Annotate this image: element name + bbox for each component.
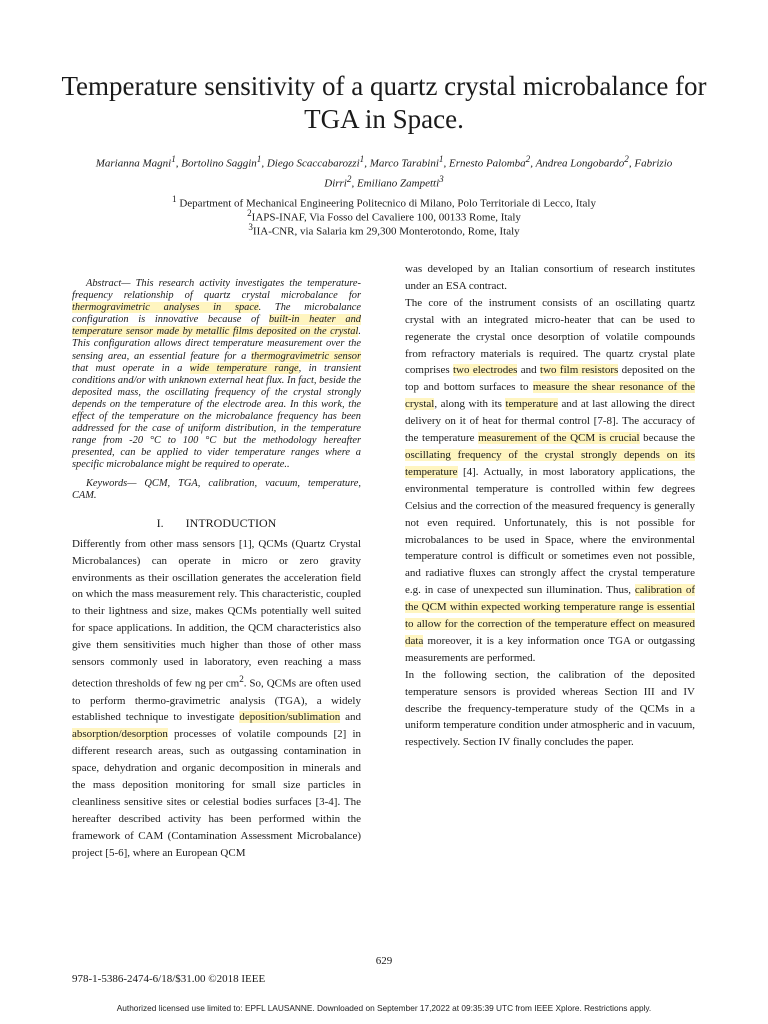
keywords: Keywords— QCM, TGA, calibration, vacuum, temperature, CAM.: [72, 477, 361, 501]
isbn-copyright: 978-1-5386-2474-6/18/$31.00 ©2018 IEEE: [72, 973, 266, 985]
highlighted-text: thermogravimetric analyses in space: [72, 302, 259, 314]
author-affiliation-marker: 3: [439, 173, 444, 184]
author-name: Diego Scaccabarozzi: [266, 157, 360, 170]
body-paragraph: [405, 261, 695, 295]
abstract-body: [72, 278, 361, 470]
page-number: 629: [375, 955, 393, 967]
author-affiliation-marker: 2: [624, 154, 629, 164]
affiliation-3: $^3$IIA-CNR, via Salaria km 29,300 Monterotondo, Rome, Italy: [248, 222, 520, 238]
highlighted-text: oscillating frequency of the crystal strongly depends on its temperature: [405, 448, 695, 478]
highlighted-text: thermogravimetric sensor: [251, 350, 362, 362]
author-name: Bortolino Saggin: [181, 157, 257, 170]
keywords-label: Keywords: [86, 477, 128, 489]
author-name: Marco Tarabini: [369, 157, 439, 170]
highlighted-text: two film resistors: [540, 364, 619, 377]
text-run: processes of volatile compounds [2] in different research areas, such as outgassing contamination in space, dehydration and organic decomposition in minerals and the mass deposition monitoring for small size particles in cleanliness sensitive sites or celestial bodies surfaces [3-4]. The hereafter described activity has been performed within the framework of CAM (Contamination Assessment Microbalance) project [5-6], where an European QCM: [72, 728, 361, 859]
text-run: , in transient conditions and/or with unknown external heat flux. In fact, beside the deposited mass, the oscillating frequency of the crystal strongly depends on the temperature of the electrode area. In this work, the effect of the temperature on the microbalance frequency has been addressed for the case of uniform distribution, in the temperature range from -20 °C to 100 °C but the methodology hereafter presented, can be applied to vider temperature ranges where a specific microbalance might be required to operate..: [72, 362, 361, 471]
highlighted-text: absorption/desorption: [72, 728, 168, 741]
text-run: moreover, it is a key information once TGA or outgassing measurements are performed.: [405, 634, 695, 664]
highlighted-text: two electrodes: [452, 364, 518, 377]
text-run: was developed by an Italian consortium of research institutes under an ESA contract.: [405, 263, 695, 292]
text-run: [4]. Actually, in most laboratory applications, the environmental temperature is controlled within few degrees Celsius and the correction of the measured frequency is generally not even required. Unfortunately, this is not possible for microbalances to be used in Space, where the environmental temperature control is difficult or sometimes even not possible, and radiative fluxes can strongly affect the crystal temperature e.g. in case of unexpected sun illumination. Thus,: [405, 465, 695, 597]
author-affiliation-marker: 2: [346, 173, 352, 184]
right-column: [405, 261, 695, 751]
text-run: because the: [639, 432, 695, 445]
text-run: that must operate in a: [72, 362, 190, 374]
affiliation-1: $^1$ Department of Mechanical Engineering Politecnico di Milano, Polo Territoriale di Lecco, Italy: [172, 194, 596, 210]
body-paragraph: [405, 667, 695, 752]
text-run: The core of the instrument consists of an oscillating quartz crystal with an integrated micro-heater that can be used to regenerate the crystal once desorption of volatile compounds from refractory materials is required. The quartz crystal plate comprises: [405, 296, 695, 377]
text-run: This research activity investigates the temperature-frequency relationship of quartz crystal microbalance for: [72, 278, 361, 302]
paper-title: Temperature sensitivity of a quartz crystal microbalance for TGA in Space.: [61, 71, 707, 134]
text-run: and: [517, 364, 541, 377]
highlighted-text: deposition/sublimation: [239, 711, 341, 724]
text-run: and: [340, 711, 361, 724]
body-paragraph: [405, 295, 695, 667]
text-run: deposited on the top and bottom surfaces to: [405, 364, 695, 394]
text-run: and at last allowing the direct delivery on it of heat for thermal control [7-8]. The accuracy of the temperature: [405, 398, 695, 445]
text-run: 2: [239, 673, 244, 684]
author-affiliation-marker: 1: [256, 154, 262, 164]
abstract-label: Abstract: [86, 278, 122, 289]
text-run: . The microbalance configuration is innovative because of: [72, 302, 361, 326]
highlighted-text: measure the shear resonance of the crystal: [405, 381, 696, 411]
author-list: Marianna Magni$^1$, Bortolino Saggin$^1$, Diego Scaccabarozzi$^1$, Marco Tarabini$^1$, Ernesto Palomba$^2$, Andrea Longobardo$^2$, Fabrizio Dirri$^2$, Emiliano Zampetti$^3$: [95, 154, 673, 190]
author-name: Andrea Longobardo: [535, 157, 625, 170]
author-affiliation-marker: 1: [359, 154, 365, 164]
author-name: Marianna Magni: [95, 157, 172, 170]
text-run: In the following section, the calibration of the deposited temperature sensors is provided whereas Section III and IV describe the frequency-temperature study of the QCMs in a uniform temperature condition under atmospheric and in vacuum, respectively. Section IV finally concludes the paper.: [405, 668, 695, 749]
author-name: Fabrizio Dirri: [324, 157, 673, 190]
author-name: Ernesto Palomba: [448, 157, 526, 170]
abstract: Abstract— This research activity investigates the temperature-frequency relationship of quartz crystal microbalance for thermogravimetric analyses in space. The microbalance configuration is innovative because of built-in heater and temperature sensor made by metallic films deposited on the crystal. This configuration allows direct temperature measurement over the sensing area, an essential feature for a thermogravimetric sensor that must operate in a wide temperature range, in transient conditions and/or with unknown external heat flux. In fact, beside the deposited mass, the oscillating frequency of the crystal strongly depends on the temperature of the electrode area. In this work, the effect of the temperature on the microbalance frequency has been addressed for the case of uniform distribution, in the temperature range from -20 °C to 100 °C but the methodology hereafter presented, can be applied to vider temperature ranges where a specific microbalance might be required to operate..: [72, 278, 362, 471]
highlighted-text: wide temperature range: [189, 362, 299, 374]
affiliation-2: $^2$IAPS-INAF, Via Fosso del Cavaliere 100, 00133 Rome, Italy: [247, 208, 521, 224]
text-run: Differently from other mass sensors [1], QCMs (Quartz Crystal Microbalances) can operate in micro or zero gravity environments as their oscillation generates the acceleration field on which the mass measurement rely. This characteristic, coupled to their lightness and size, makes QCMs potentially well suited for space applications. In addition, the QCM characteristics also give them sensitivities much higher than those of other mass sensors commonly used in laboratory, even reaching a mass detection thresholds of few ng per cm: [72, 537, 361, 690]
highlighted-text: calibration of the QCM within expected working temperature range is essential to allow for the correction of the temperature effect on measured data: [405, 584, 695, 647]
text-run: , along with its: [434, 398, 506, 411]
highlighted-text: measurement of the QCM is crucial: [478, 432, 640, 445]
author-affiliation-marker: 1: [171, 154, 176, 164]
text-run: . So, QCMs are often used to perform thermo-gravimetric analysis (TGA), a widely established technique to investigate: [72, 677, 362, 724]
license-footer: Authorized licensed use limited to: EPFL LAUSANNE. Downloaded on September 17,2022 at 09:35:39 UTC from IEEE Xplore. Restrictions apply.: [116, 1003, 652, 1013]
highlighted-text: temperature: [505, 398, 558, 411]
text-run: . This configuration allows direct temperature measurement over the sensing area, an essential feature for a: [72, 326, 361, 362]
author-affiliation-marker: 2: [525, 154, 531, 164]
author-affiliation-marker: 1: [438, 154, 444, 164]
introduction-text: [72, 536, 361, 862]
author-name: Emiliano Zampetti: [356, 177, 440, 190]
left-column: [72, 278, 361, 862]
highlighted-text: built-in heater and temperature sensor made by metallic films deposited on the crystal: [72, 314, 361, 338]
section-heading-introduction: I. INTRODUCTION: [156, 515, 277, 530]
